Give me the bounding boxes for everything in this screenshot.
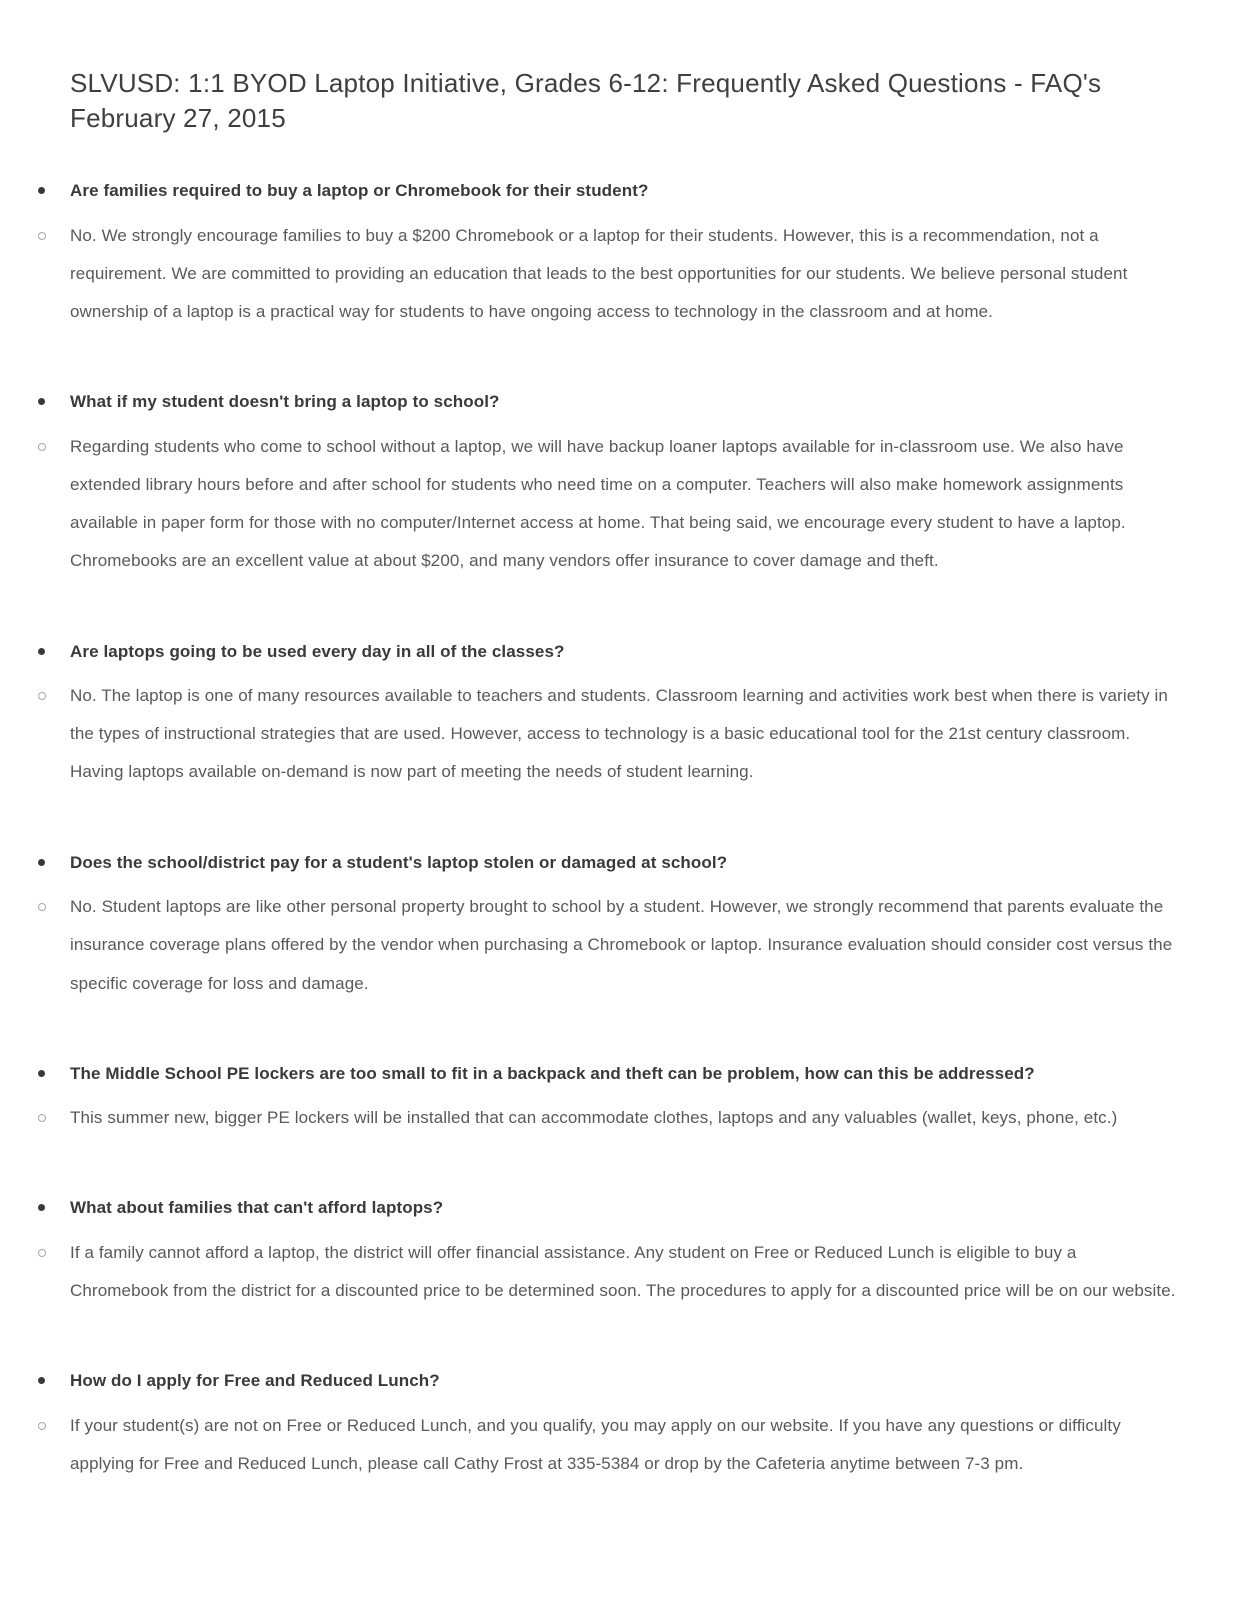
bullet-icon [38, 1377, 45, 1384]
answer-text: No. Student laptops are like other personal property brought to school by a student. However, we strongly recommend that parents evaluate the insurance coverage plans offered by the vendor when purchasing a Chromebook or laptop. Insurance evaluation should consider cost versus the specific coverage for loss and damage. [70, 897, 1173, 993]
circle-bullet-icon [38, 1249, 46, 1257]
faq-question [70, 639, 1176, 665]
faq-list [70, 178, 1176, 1483]
answer-text: This summer new, bigger PE lockers will be installed that can accommodate clothes, laptops and any valuables (wallet, keys, phone, etc.) [70, 1108, 1118, 1128]
faq-answer [70, 1407, 1176, 1484]
question-text: What about families that can't afford laptops? [70, 1198, 444, 1218]
faq-question [70, 1195, 1176, 1221]
answer-text: No. The laptop is one of many resources available to teachers and students. Classroom learning and activities work best when there is variety in the types of instructional strategies that are used. However, access to technology is a basic educational tool for the 21st century classroom. Having laptops available on-demand is now part of meeting the needs of student learning. [70, 685, 1168, 782]
faq-item [70, 178, 1176, 331]
question-text: Are families required to buy a laptop or Chromebook for their student? [70, 181, 649, 201]
question-text: How do I apply for Free and Reduced Lunch? [70, 1371, 440, 1391]
faq-question [70, 850, 1176, 876]
faq-item [70, 389, 1176, 580]
question-text: The Middle School PE lockers are too small to fit in a backpack and theft can be problem, how can this be addressed? [70, 1063, 1035, 1083]
faq-question [70, 389, 1176, 415]
circle-bullet-icon [38, 903, 46, 911]
answer-text: No. We strongly encourage families to buy a $200 Chromebook or a laptop for their students. However, this is a recommendation, not a requirement. We are committed to providing an education that leads to the best opportunities for our students. We believe personal student ownership of a laptop is a practical way for students to have ongoing access to technology in the classroom and at home. [70, 225, 1128, 322]
faq-question [70, 1368, 1176, 1394]
faq-answer [70, 217, 1176, 332]
question-text: Are laptops going to be used every day in all of the classes? [70, 641, 565, 661]
faq-question [70, 178, 1176, 204]
faq-answer [70, 1234, 1176, 1311]
faq-question [70, 1061, 1176, 1087]
faq-item [70, 1195, 1176, 1310]
answer-text: Regarding students who come to school without a laptop, we will have backup loaner laptops available for in-classroom use. We also have extended library hours before and after school for students who need time on a computer. Teachers will also make homework assignments available in paper form for those with no computer/Internet access at home. That being said, we encourage every student to have a laptop. Chromebooks are an excellent value at about $200, and many vendors offer insurance to cover damage and theft. [70, 436, 1126, 571]
circle-bullet-icon [38, 692, 46, 700]
bullet-icon [38, 398, 45, 405]
circle-bullet-icon [38, 1422, 46, 1430]
faq-answer [70, 428, 1176, 581]
bullet-icon [38, 1204, 45, 1211]
faq-answer [70, 888, 1176, 1003]
bullet-icon [38, 859, 45, 866]
faq-item [70, 1368, 1176, 1483]
circle-bullet-icon [38, 1114, 46, 1122]
bullet-icon [38, 1070, 45, 1077]
bullet-icon [38, 187, 45, 194]
faq-item [70, 639, 1176, 792]
page-title-line2: February 27, 2015 [70, 103, 286, 134]
answer-text: If your student(s) are not on Free or Reduced Lunch, and you qualify, you may apply on our website. If you have any questions or difficulty applying for Free and Reduced Lunch, please call Cathy Frost at 335-5384 or drop by the Cafeteria anytime between 7-3 pm. [70, 1415, 1121, 1473]
faq-item [70, 850, 1176, 1003]
page-title-line1: SLVUSD: 1:1 BYOD Laptop Initiative, Grades 6-12: Frequently Asked Questions - FAQ's [70, 68, 1102, 98]
page-title [70, 66, 1176, 136]
circle-bullet-icon [38, 443, 46, 451]
faq-answer [70, 677, 1176, 792]
faq-answer [70, 1099, 1176, 1137]
question-text: Does the school/district pay for a student's laptop stolen or damaged at school? [70, 852, 728, 872]
faq-item [70, 1061, 1176, 1138]
answer-text: If a family cannot afford a laptop, the district will offer financial assistance. Any student on Free or Reduced Lunch is eligible to buy a Chromebook from the district for a discounted price to be determined soon. The procedures to apply for a discounted price will be on our website. [70, 1242, 1176, 1300]
question-text: What if my student doesn't bring a laptop to school? [70, 392, 500, 412]
bullet-icon [38, 648, 45, 655]
circle-bullet-icon [38, 232, 46, 240]
